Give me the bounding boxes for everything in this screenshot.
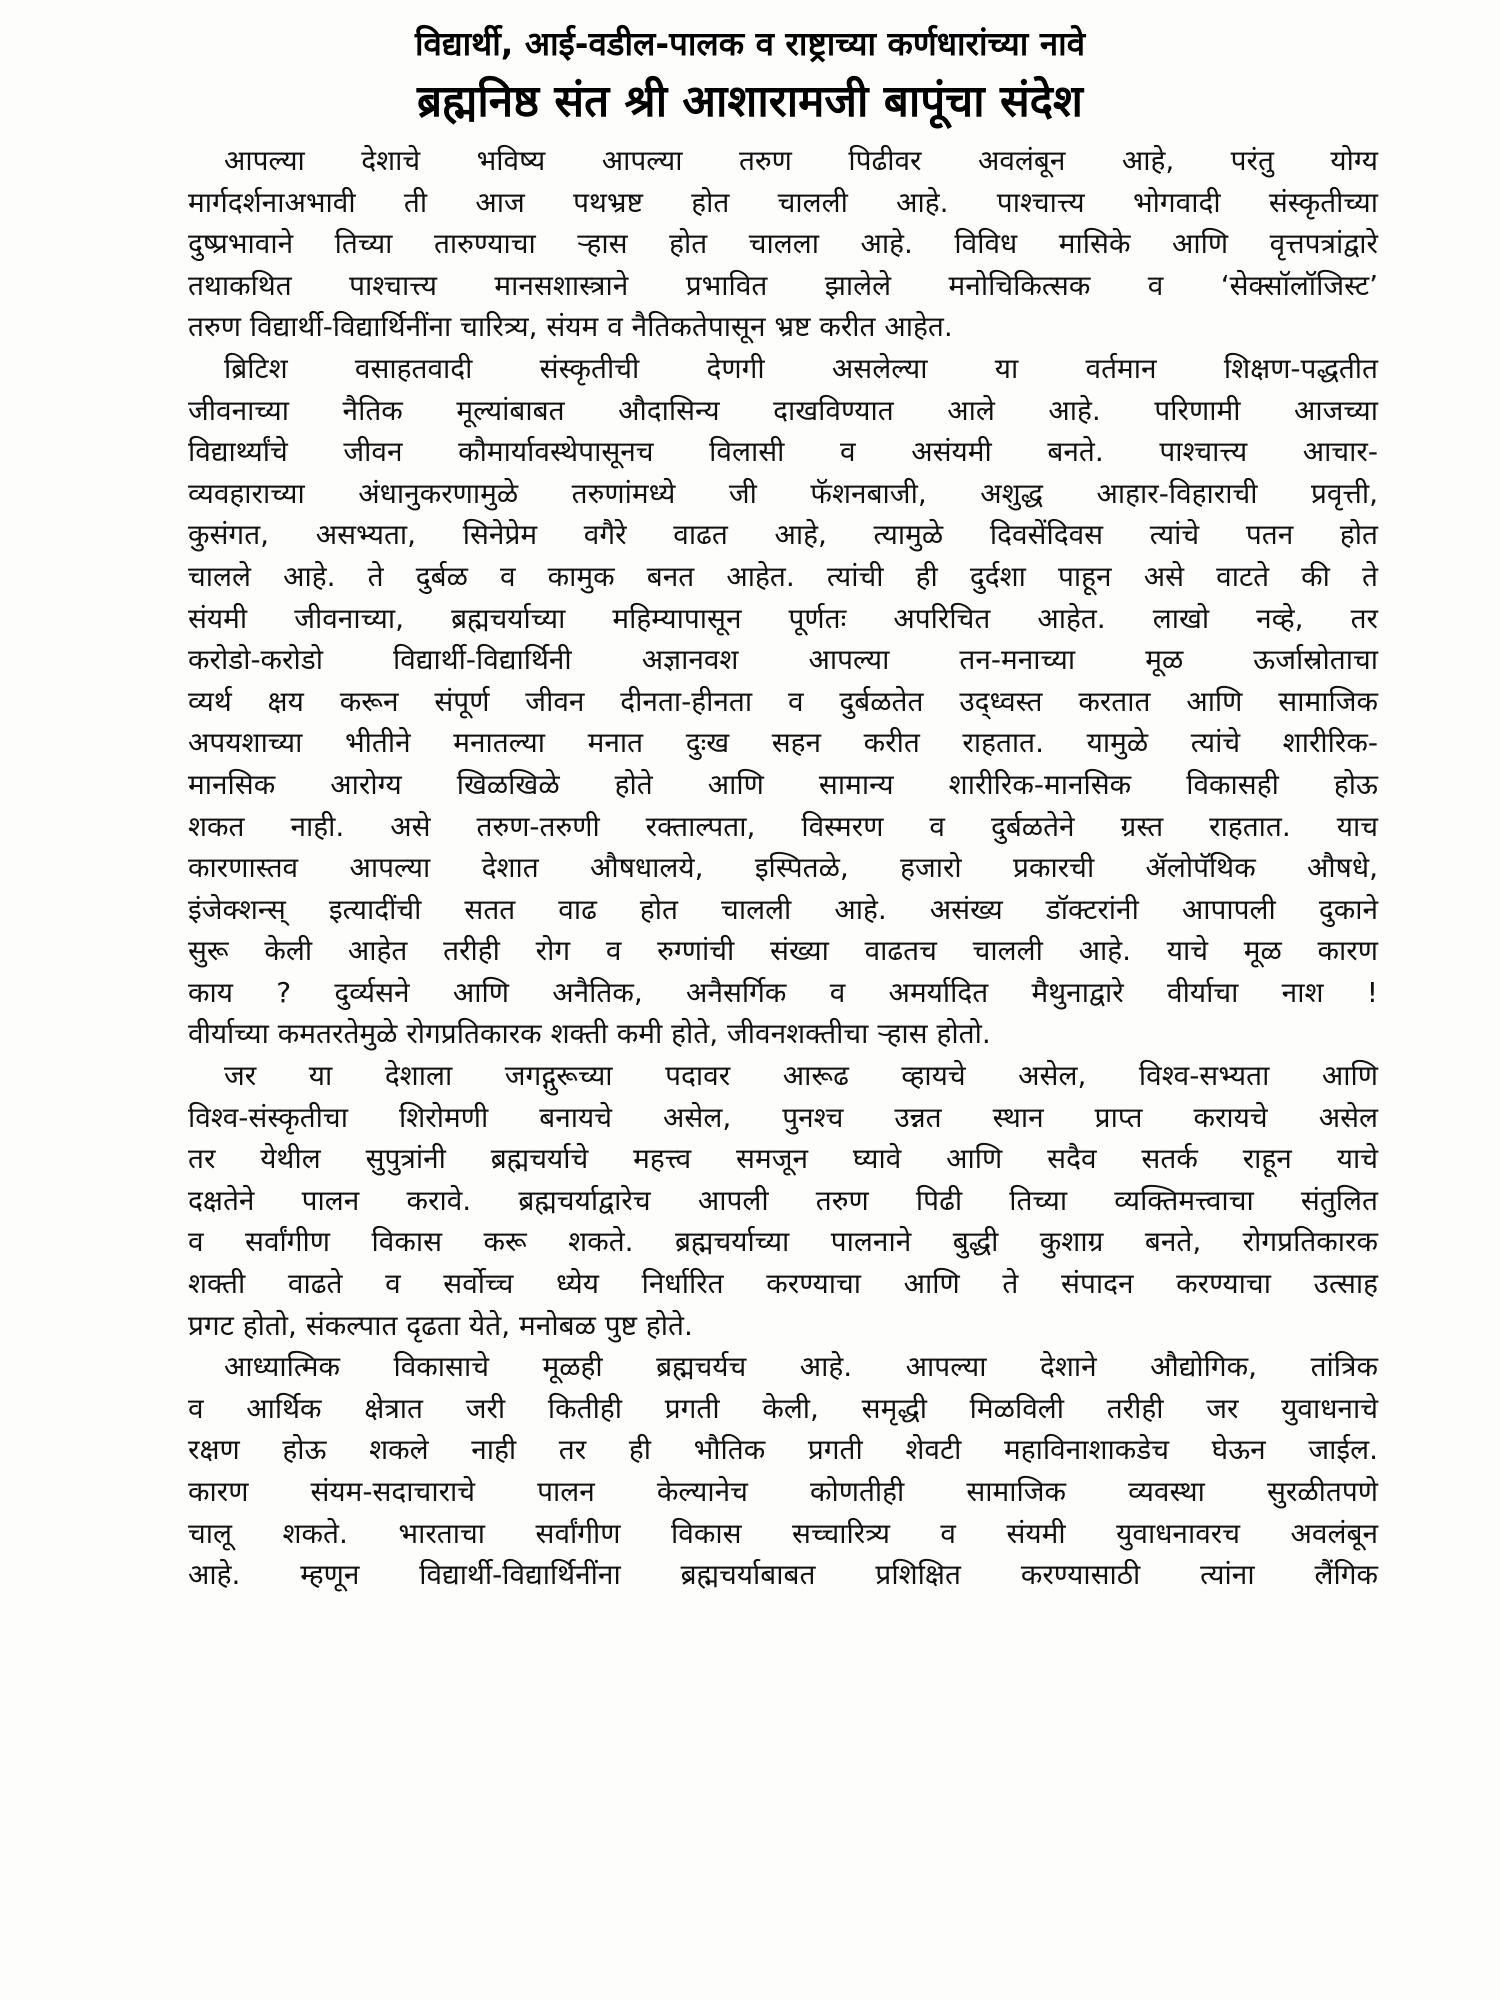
text-line: प्रगट होतो, संकल्पात दृढता येते, मनोबळ पुष्ट होते. xyxy=(188,1308,693,1342)
text-line: वीर्याच्या कमतरतेमुळे रोगप्रतिकारक शक्ती कमी होते, जीवनशक्तीचा ऱ्हास होतो. xyxy=(188,1017,991,1051)
text-line: मानसिक आरोग्य खिळखिळे होते आणि सामान्य शारीरिक-मानसिक विकासही होऊ xyxy=(188,767,1378,801)
text-line: दुष्प्रभावाने तिच्या तारुण्याचा ऱ्हास होत चालला आहे. विविध मासिके आणि वृत्तपत्रांद्वारे xyxy=(188,227,1378,261)
text-line: विश्व-संस्कृतीचा शिरोमणी बनायचे असेल, पुनश्च उन्नत स्थान प्राप्त करायचे असेल xyxy=(188,1100,1378,1134)
paragraph-3 xyxy=(188,1055,1378,1346)
page-subtitle: विद्यार्थी, आई-वडील-पालक व राष्ट्राच्या कर्णधारांच्या नावे xyxy=(414,24,1086,63)
text-line: चालू शकते. भारताचा सर्वांगीण विकास सच्चारित्र्य व संयमी युवाधनावरच अवलंबून xyxy=(188,1516,1378,1550)
text-line: ब्रिटिश वसाहतवादी संस्कृतीची देणगी असलेल्या या वर्तमान शिक्षण-पद्धतीत xyxy=(224,351,1378,385)
text-line: संयमी जीवनाच्या, ब्रह्मचर्याच्या महिम्यापासून पूर्णतः अपरिचित आहेत. लाखो नव्हे, तर xyxy=(188,601,1378,635)
text-line: तरुण विद्यार्थी-विद्यार्थिनींना चारित्र्य, संयम व नैतिकतेपासून भ्रष्ट करीत आहेत. xyxy=(188,310,953,344)
text-line: कारण संयम-सदाचाराचे पालन केल्यानेच कोणतीही सामाजिक व्यवस्था सुरळीतपणे xyxy=(188,1475,1378,1508)
text-line: आपल्या देशाचे भविष्य आपल्या तरुण पिढीवर अवलंबून आहे, परंतु योग्य xyxy=(224,144,1378,177)
body-text xyxy=(188,140,1378,1596)
text-line: व सर्वांगीण विकास करू शकते. ब्रह्मचर्याच्या पालनाने बुद्धी कुशाग्र बनते, रोगप्रतिकारक xyxy=(188,1225,1378,1259)
text-line: आहे. म्हणून विद्यार्थी-विद्यार्थिनींना ब्रह्मचर्याबाबत प्रशिक्षित करण्यासाठी त्यांना लैंगिक xyxy=(188,1558,1378,1592)
text-line: कारणास्तव आपल्या देशात औषधालये, इस्पितळे, हजारो प्रकारची ॲलोपॅथिक औषधे, xyxy=(188,851,1378,885)
text-line: कुसंगत, असभ्यता, सिनेप्रेम वगैरे वाढत आहे, त्यामुळे दिवसेंदिवस त्यांचे पतन होत xyxy=(188,518,1378,552)
text-line: सुरू केली आहेत तरीही रोग व रुग्णांची संख्या वाढतच चालली आहे. याचे मूळ कारण xyxy=(188,934,1378,968)
text-line: रक्षण होऊ शकले नाही तर ही भौतिक प्रगती शेवटी महाविनाशाकडेच घेऊन जाईल. xyxy=(188,1433,1378,1467)
text-line: व्यर्थ क्षय करून संपूर्ण जीवन दीनता-हीनता व दुर्बळतेत उद्ध्वस्त करतात आणि सामाजिक xyxy=(188,684,1378,718)
text-line: काय ? दुर्व्यसने आणि अनैतिक, अनैसर्गिक व अमर्यादित मैथुनाद्वारे वीर्याचा नाश ! xyxy=(188,975,1378,1009)
text-line: जर या देशाला जगद्गुरूच्या पदावर आरूढ व्हायचे असेल, विश्व-सभ्यता आणि xyxy=(224,1059,1378,1093)
text-line: दक्षतेने पालन करावे. ब्रह्मचर्याद्वारेच आपली तरुण पिढी तिच्या व्यक्तिमत्त्वाचा संतुलित xyxy=(188,1183,1378,1217)
text-line: आध्यात्मिक विकासाचे मूळही ब्रह्मचर्यच आहे. आपल्या देशाने औद्योगिक, तांत्रिक xyxy=(224,1350,1378,1384)
text-line: शक्ती वाढते व सर्वोच्च ध्येय निर्धारित करण्याचा आणि ते संपादन करण्याचा उत्साह xyxy=(188,1267,1378,1301)
text-line: इंजेक्शन्स् इत्यादींची सतत वाढ होत चालली आहे. असंख्य डॉक्टरांनी आपापली दुकाने xyxy=(188,892,1378,926)
text-line: तर येथील सुपुत्रांनी ब्रह्मचर्याचे महत्त्व समजून घ्यावे आणि सदैव सतर्क राहून याचे xyxy=(188,1142,1378,1176)
paragraph-4 xyxy=(188,1346,1378,1596)
text-line: शकत नाही. असे तरुण-तरुणी रक्ताल्पता, विस्मरण व दुर्बळतेने ग्रस्त राहतात. याच xyxy=(188,809,1378,843)
text-line: अपयशाच्या भीतीने मनातल्या मनात दुःख सहन करीत राहतात. यामुळे त्यांचे शारीरिक- xyxy=(188,726,1378,760)
page-title: ब्रह्मनिष्ठ संत श्री आशारामजी बापूंचा संदेश xyxy=(417,76,1083,127)
text-line: विद्यार्थ्यांचे जीवन कौमार्यावस्थेपासूनच विलासी व असंयमी बनते. पाश्चात्त्य आचार- xyxy=(188,435,1378,469)
text-line: व्यवहाराच्या अंधानुकरणामुळे तरुणांमध्ये जी फॅशनबाजी, अशुद्ध आहार-विहाराची प्रवृत्ती, xyxy=(188,476,1378,510)
text-line: व आर्थिक क्षेत्रात जरी कितीही प्रगती केली, समृद्धी मिळविली तरीही जर युवाधनाचे xyxy=(188,1391,1378,1425)
text-line: मार्गदर्शनाअभावी ती आज पथभ्रष्ट होत चालली आहे. पाश्चात्त्य भोगवादी संस्कृतीच्या xyxy=(188,185,1378,219)
text-line: जीवनाच्या नैतिक मूल्यांबाबत औदासिन्य दाखविण्यात आले आहे. परिणामी आजच्या xyxy=(188,393,1378,427)
text-line: तथाकथित पाश्चात्त्य मानसशास्त्राने प्रभावित झालेले मनोचिकित्सक व ‘सेक्सॉलॉजिस्ट’ xyxy=(188,268,1378,302)
text-line: चालले आहे. ते दुर्बळ व कामुक बनत आहेत. त्यांची ही दुर्दशा पाहून असे वाटते की ते xyxy=(188,559,1378,593)
paragraph-2 xyxy=(188,348,1378,1055)
paragraph-1 xyxy=(188,140,1378,348)
text-line: करोडो-करोडो विद्यार्थी-विद्यार्थिनी अज्ञानवश आपल्या तन-मनाच्या मूळ ऊर्जास्रोताचा xyxy=(188,643,1378,677)
